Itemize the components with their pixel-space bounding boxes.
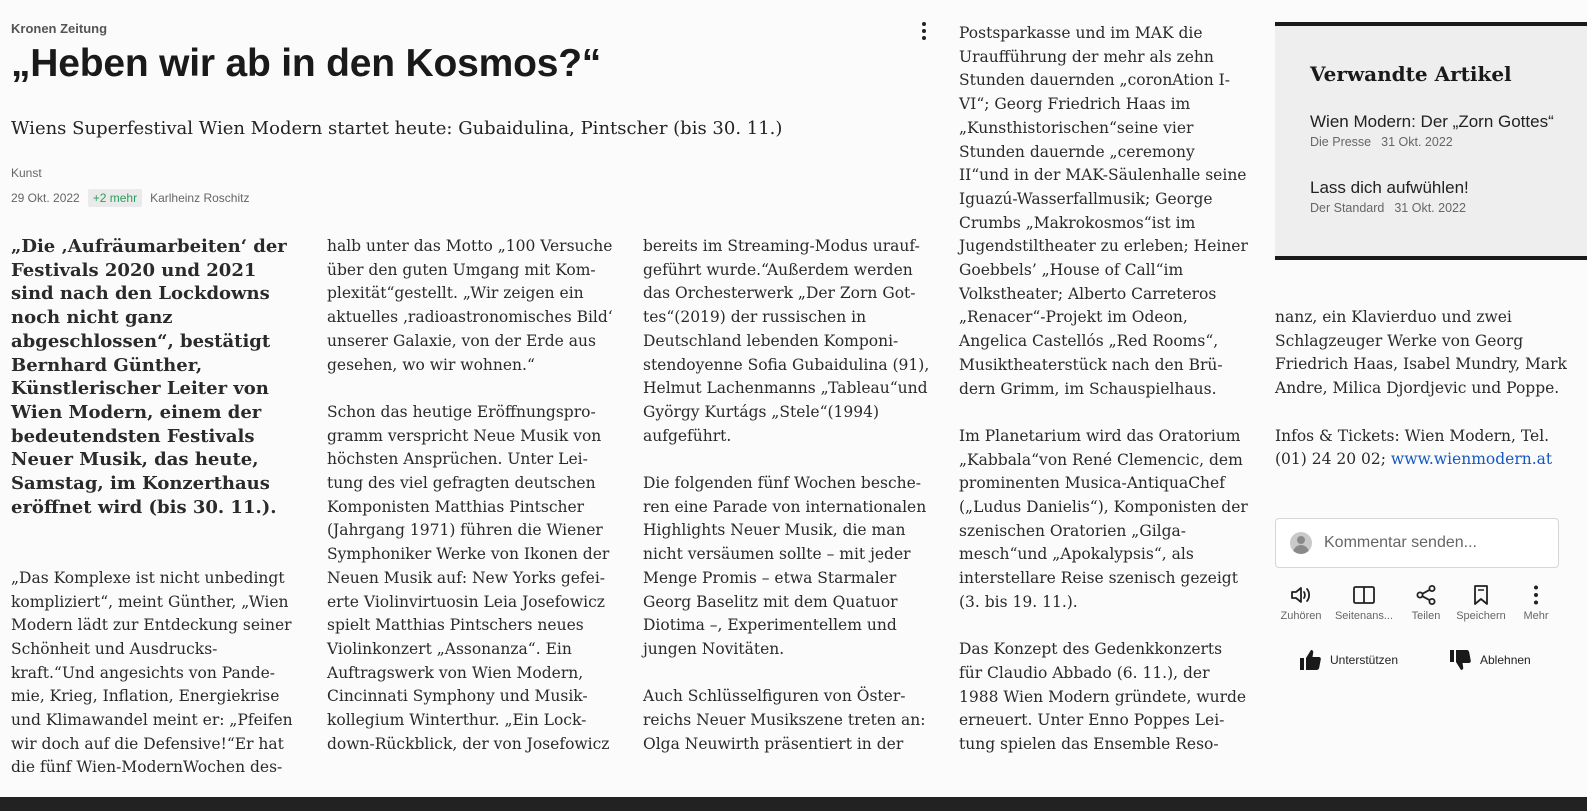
- article-category: Kunst: [11, 166, 42, 180]
- article-column-3: [643, 235, 935, 756]
- support-label: Unterstützen: [1330, 653, 1399, 667]
- avatar: [1290, 532, 1312, 554]
- save-button[interactable]: [1450, 584, 1512, 622]
- paragraph: Das Konzept des Gedenkkonzerts für Claudio Abbado (6. 11.), der 1988 Wien Modern gründete, wurde erneuert. Unter Enno Poppes Lei-tung spielen das Ensemble Reso-: [959, 640, 1247, 754]
- paragraph: nanz, ein Klavierduo und zwei Schlagzeuger Werke von Georg Friedrich Haas, Isabel Mundry, Mark Andre, Milica Djordjevic und Poppe.: [1275, 308, 1567, 398]
- more-label: Mehr: [1523, 610, 1549, 622]
- split-view-icon: [1352, 584, 1376, 606]
- more-button[interactable]: [1505, 584, 1567, 622]
- bottom-border: [0, 797, 1587, 811]
- related-article-date: 31 Okt. 2022: [1381, 135, 1453, 149]
- related-article-source: Die Presse: [1310, 135, 1372, 149]
- more-options-icon[interactable]: [914, 20, 934, 42]
- reject-label: Ablehnen: [1480, 653, 1531, 667]
- share-label: Teilen: [1411, 610, 1441, 622]
- more-authors-badge[interactable]: +2 mehr: [88, 189, 142, 207]
- article-date: 29 Okt. 2022: [11, 191, 80, 205]
- thumbs-up-icon: [1298, 648, 1322, 672]
- paragraph: Schon das heutige Eröffnungspro-gramm verspricht Neue Musik von höchsten Ansprüchen. Unter Lei-tung des viel gefragten deutschen Komponisten Matthias Pintscher (Jahrgang 1971) führen die Wiener Symphoniker Werke von Ikonen der Neuen Musik auf: New Yorks gefei-erte Violinvirtuosin Leia Josefowicz spielt Matthias Pintschers neues Violinkonzert „Assonanza“. Ein Auftragswerk von Wien Modern, Cincinnati Symphony und Musik-kollegium Winterthur. „Ein Lock-down-Rückblick, der von Josefowicz: [327, 402, 610, 753]
- article-column-2: [327, 235, 617, 756]
- comment-placeholder: Kommentar senden...: [1324, 534, 1477, 551]
- reject-button[interactable]: [1448, 648, 1531, 672]
- side-by-side-button[interactable]: [1333, 584, 1395, 622]
- related-article-title[interactable]: Lass dich aufwühlen!: [1310, 178, 1469, 197]
- share-icon: [1414, 584, 1438, 606]
- paragraph: Die folgenden fünf Wochen besche-ren eine Parade von internationalen Highlights Neuer Musik, die man nicht versäumen sollte – mit jeder Menge Promis – etwa Starmaler Georg Baselitz mit dem Quatuor Diotima –, Experimentellem und jungen Novitäten.: [643, 474, 927, 658]
- article-lead: „Die ‚Aufräumarbeiten‘ der Festivals 2020 und 2021 sind nach den Lockdowns noch nicht ganz abgeschlossen“, bestätigt Bernhard Günther, Künstlerischer Leiter von Wien Modern, einem der bedeutendsten Festivals Neuer Musik, das heute, Samstag, im Konzerthaus eröffnet wird (bis 30. 11.).: [11, 236, 287, 518]
- comment-input[interactable]: [1275, 518, 1559, 568]
- save-label: Speichern: [1456, 610, 1506, 622]
- paragraph: Postsparkasse und im MAK die Uraufführung der mehr als zehn Stunden dauernden „coronAtion I-VI“; Georg Friedrich Haas im „Kunsthistorischen“seine vier Stunden dauernde „ceremony II“und in der MAK-Säulenhalle seine Iguazú-Wasserfallmusik; George Crumbs „Makrokosmos“ist im Jugendstiltheater zu erleben; Heiner Goebbels’ „House of Call“im Volkstheater; Alberto Carreteros „Renacer“-Projekt im Odeon, Angelica Castellós „Red Rooms“, Musiktheaterstück nach den Brü-dern Grimm, im Schauspielhaus.: [959, 24, 1248, 398]
- paragraph: „Das Komplexe ist nicht unbedingt kompliziert“, meint Günther, „Wien Modern lädt zur Entdeckung seiner Schönheit und Ausdrucks-kraft.“Und angesichts von Pande-mie, Krieg, Inflation, Energiekrise und Klimawandel meint er: „Pfeifen wir doch auf die Defensive!“Er hat die fünf Wien-ModernWochen des-: [11, 568, 293, 777]
- listen-label: Zuhören: [1280, 610, 1322, 622]
- speaker-icon: [1289, 584, 1313, 606]
- info-text: Infos & Tickets: Wien Modern, Tel. (01) 24 20 02;: [1275, 426, 1550, 469]
- related-article-1[interactable]: [1310, 112, 1554, 149]
- support-button[interactable]: [1298, 648, 1398, 672]
- article-title: „Heben wir ab in den Kosmos?“: [11, 42, 602, 85]
- article-meta: [11, 189, 249, 207]
- related-article-title[interactable]: Wien Modern: Der „Zorn Gottes“: [1310, 112, 1554, 131]
- related-articles-heading: Verwandte Artikel: [1310, 62, 1512, 86]
- publisher-name: Kronen Zeitung: [11, 21, 108, 36]
- article-author: Karlheinz Roschitz: [150, 191, 250, 205]
- paragraph: [1275, 425, 1575, 472]
- article-column-5: [1275, 306, 1575, 472]
- related-article-2[interactable]: [1310, 178, 1476, 215]
- paragraph: Im Planetarium wird das Oratorium „Kabbala“von René Clemencic, dem prominenten Musica-AntiquaChef („Ludus Danielis“), Komponisten der szenischen Oratorien „Gilga-mesch“und „Apokalypsis“, als interstellare Reise szenisch gezeigt (3. bis 19. 11.).: [959, 426, 1248, 611]
- thumbs-down-icon: [1448, 648, 1472, 672]
- bookmark-icon: [1469, 584, 1493, 606]
- paragraph: halb unter das Motto „100 Versuche über den guten Umgang mit Kom-plexität“gestellt. „Wir zeigen ein aktuelles ‚radioastronomisches Bild‘ unserer Galaxie, von der Erde aus gesehen, wo wir wohnen.“: [327, 237, 613, 374]
- paragraph: Auch Schlüsselfiguren von Öster-reichs Neuer Musikszene treten an: Olga Neuwirth präsentiert in der: [643, 687, 926, 753]
- related-articles-panel: [1275, 22, 1587, 260]
- more-vertical-icon: [1524, 584, 1548, 606]
- article-action-bar: [1275, 584, 1587, 628]
- share-button[interactable]: [1395, 584, 1457, 622]
- paragraph: bereits im Streaming-Modus urauf-geführt wurde.“Außerdem werden das Orchesterwerk „Der Zorn Got-tes“(2019) der russischen in Deutschland lebenden Komponi-stendoyenne Sofia Gubaidulina (91), Helmut Lachenmanns „Tableau“und György Kurtágs „Stele“(1994) aufgeführt.: [643, 237, 930, 445]
- article-subtitle: Wiens Superfestival Wien Modern startet heute: Gubaidulina, Pintscher (bis 30. 11.): [11, 118, 783, 139]
- article-column-1: [11, 235, 301, 780]
- related-article-source: Der Standard: [1310, 201, 1385, 215]
- related-article-date: 31 Okt. 2022: [1394, 201, 1466, 215]
- wienmodern-link[interactable]: www.wienmodern.at: [1390, 450, 1553, 469]
- side-by-side-label: Seitenans...: [1334, 610, 1394, 622]
- listen-button[interactable]: [1270, 584, 1332, 622]
- article-column-4: [959, 22, 1249, 757]
